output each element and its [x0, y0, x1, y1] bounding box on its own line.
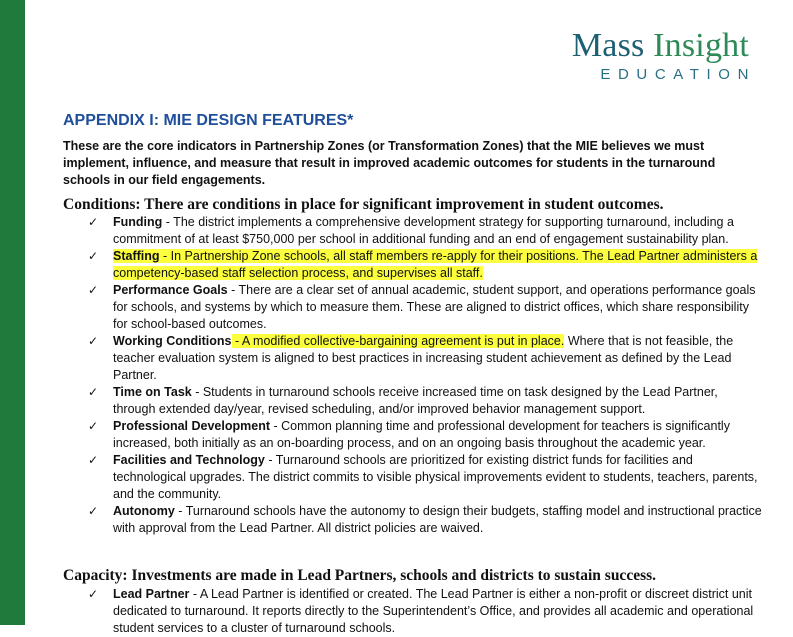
item-term: Professional Development	[113, 419, 270, 433]
list-item-facilities-technology	[63, 452, 763, 503]
intro-paragraph: These are the core indicators in Partnership Zones (or Transformation Zones) that the MIE believes we must implement, influence, and measure that result in improved academic outcomes for students in the turnaround schools in our field engagements.	[63, 139, 716, 187]
item-text: - Common planning time and professional development for teachers is significantly increased, both initially as an on-boarding process, and on an ongoing basis throughout the academic year.	[113, 419, 730, 450]
item-term: Working Conditions	[113, 334, 232, 348]
item-text: - A Lead Partner is identified or created. The Lead Partner is either a non-profit or discreet district unit dedicated to turnaround. It reports directly to the Superintendent’s Office, and provides all academic and operational student services to a cluster of turnaround schools.	[113, 587, 754, 635]
green-sidebar-stripe	[0, 0, 25, 625]
logo-name	[572, 28, 749, 64]
item-text: - Turnaround schools are prioritized for existing district funds for facilities and technological upgrades. The district commits to visible physical improvements evident to students, teachers, parents, and the community.	[113, 453, 758, 501]
list-item-professional-development	[63, 418, 763, 452]
checkmark-icon: ✓	[88, 249, 99, 263]
list-item-performance-goals	[63, 282, 763, 333]
item-term: Lead Partner	[113, 587, 190, 601]
checkmark-icon: ✓	[88, 587, 99, 601]
capacity-heading: Capacity: Investments are made in Lead Partners, schools and districts to sustain success.	[63, 567, 657, 584]
list-item-funding	[63, 214, 763, 248]
logo-subtitle: EDUCATION	[600, 66, 756, 83]
item-term: Time on Task	[113, 385, 192, 399]
item-term: Autonomy	[113, 504, 175, 518]
item-text: - Turnaround schools have the autonomy to design their budgets, staffing model and instructional practice with approval from the Lead Partner. All district policies are waived.	[113, 504, 762, 535]
item-text: Where that is not feasible, the teacher evaluation system is aligned to best practices in increasing student achievement as defined by the Lead Partner.	[113, 334, 734, 382]
capacity-list	[63, 586, 763, 637]
checkmark-icon: ✓	[88, 419, 99, 433]
checkmark-icon: ✓	[88, 504, 99, 518]
item-term: Staffing	[113, 249, 160, 263]
checkmark-icon: ✓	[88, 385, 99, 399]
conditions-list	[63, 214, 763, 537]
checkmark-icon: ✓	[88, 334, 99, 348]
list-item-lead-partner	[63, 586, 763, 637]
list-item-staffing	[63, 248, 763, 282]
checkmark-icon: ✓	[88, 283, 99, 297]
mass-insight-logo	[571, 27, 756, 83]
list-item-time-on-task	[63, 384, 763, 418]
item-highlight: - A modified collective-bargaining agreement is put in place.	[231, 334, 565, 348]
item-term: Funding	[113, 215, 163, 229]
logo-name-mass: Mass	[571, 27, 645, 64]
list-item-working-conditions	[63, 333, 763, 384]
page-title: APPENDIX I: MIE DESIGN FEATURES*	[63, 112, 354, 129]
item-text: - The district implements a comprehensive development strategy for supporting turnaround, including a commitment of at least $750,000 per school in additional funding and an end of engagement sustainability plan.	[113, 215, 734, 246]
item-text: - Students in turnaround schools receive increased time on task designed by the Lead Partner, through extended day/year, revised scheduling, and/or improved behavior management support.	[113, 385, 718, 416]
checkmark-icon: ✓	[88, 453, 99, 467]
logo-name-insight: Insight	[653, 27, 749, 64]
item-highlight: - In Partnership Zone schools, all staff members re-apply for their positions. The Lead Partner administers a competency-based staff selection process, and supervises all staff.	[113, 249, 758, 280]
item-term: Facilities and Technology	[113, 453, 265, 467]
item-term: Performance Goals	[113, 283, 228, 297]
conditions-heading: Conditions: There are conditions in place for significant improvement in student outcomes.	[63, 196, 664, 213]
list-item-autonomy	[63, 503, 763, 537]
checkmark-icon: ✓	[88, 215, 99, 229]
item-text: - There are a clear set of annual academic, student support, and operations performance goals for schools, and systems by which to measure them. These are aligned to district offices, which share responsibility for school-based outcomes.	[113, 283, 756, 331]
